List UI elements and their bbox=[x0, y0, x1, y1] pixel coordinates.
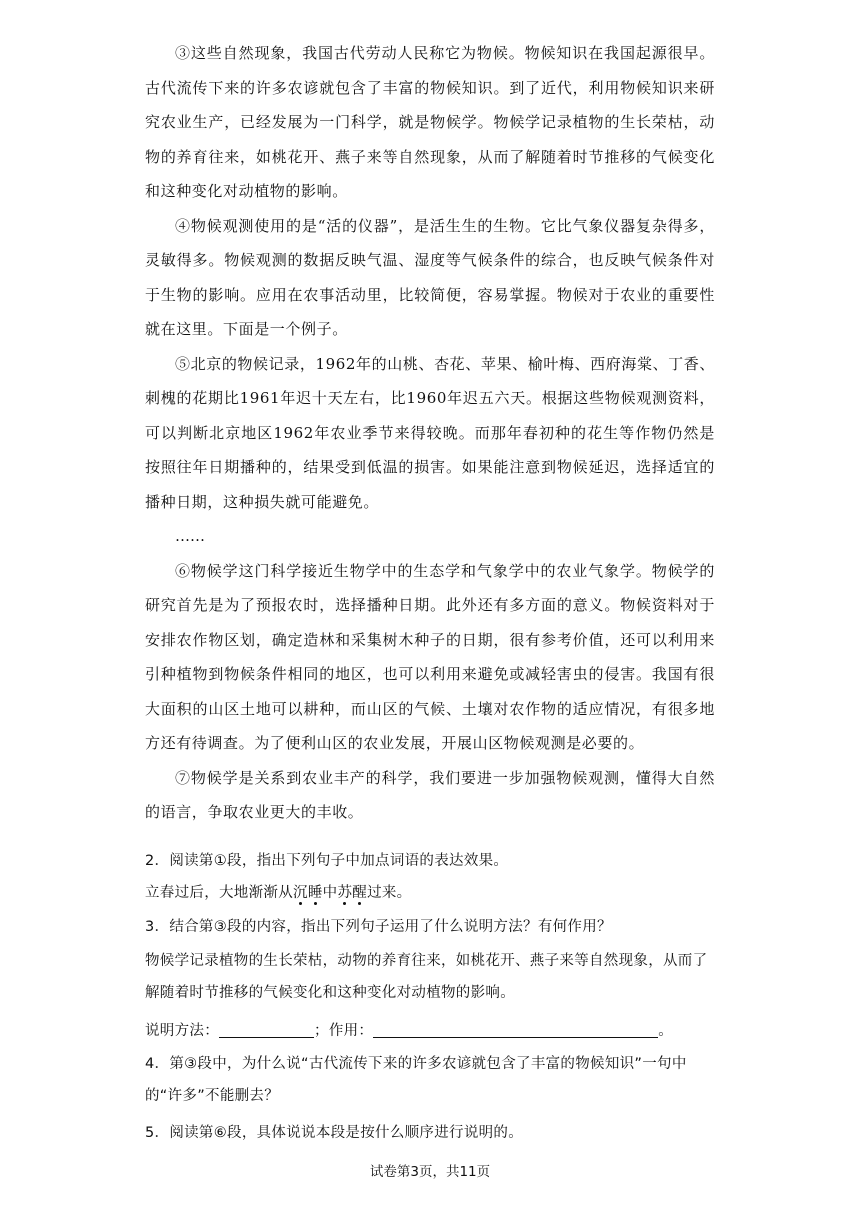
answer-separator: ； bbox=[314, 1023, 329, 1039]
dotted-char: 睡 bbox=[307, 885, 323, 901]
q2-sentence-start: 立春过后，大地渐渐从 bbox=[145, 885, 293, 901]
passage-ellipsis: …… bbox=[175, 527, 205, 545]
question-3-sentence: 物候学记录植物的生长荣枯，动物的养育往来，如桃花开、燕子来等自然现象，从而了解随着时节推移的气候变化和这种变化对动植物的影响。 bbox=[145, 953, 708, 1001]
answer-end: 。 bbox=[658, 1023, 674, 1039]
paragraph-3: ③这些自然现象，我国古代劳动人民称它为物候。物候知识在我国起源很早。古代流传下来的许多农谚就包含了丰富的物候知识。到了近代，利用物候知识来研究农业生产，已经发展为一门科学，就是物候学。物候学记录植物的生长荣枯，动物的养育往来，如桃花开、燕子来等自然现象，从而了解随着时节推移的气候变化和这种变化对动植物的影响。 bbox=[145, 44, 715, 200]
dotted-char: 苏 bbox=[337, 885, 353, 901]
page-footer: 试卷第3页，共11页 bbox=[369, 1164, 491, 1180]
method-answer-blank[interactable] bbox=[219, 1021, 314, 1038]
q2-sentence-mid: 中 bbox=[322, 885, 338, 901]
paragraph-7: ⑦物候学是关系到农业丰产的科学，我们要进一步加强物候观测，懂得大自然的语言，争取农业更大的丰收。 bbox=[145, 768, 715, 821]
question-3-answer-line bbox=[145, 1015, 720, 1047]
effect-answer-blank[interactable] bbox=[373, 1021, 658, 1038]
effect-label: 作用： bbox=[328, 1023, 374, 1039]
question-3: 3．结合第③段的内容，指出下列句子运用了什么说明方法？有何作用？ bbox=[145, 919, 612, 935]
paragraph-5: ⑤北京的物候记录，1962年的山桃、杏花、苹果、榆叶梅、西府海棠、丁香、刺槐的花期比1961年迟十天左右，比1960年迟五六天。根据这些物候观测资料，可以判断北京地区1962年农业季节来得较晚。而那年春初种的花生等作物仍然是按照往年日期播种的，结果受到低温的损害。如果能注意到物候延迟，选择适宜的播种日期，这种损失就可能避免。 bbox=[145, 354, 715, 511]
q2-sentence-end: 过来。 bbox=[367, 885, 412, 901]
reading-passage bbox=[145, 36, 715, 830]
paragraph-4: ④物候观测使用的是“活的仪器”，是活生生的生物。它比气象仪器复杂得多，灵敏得多。物候观测的数据反映气温、湿度等气候条件的综合，也反映气候条件对于生物的影响。应用在农事活动里，比较简便，容易掌握。物候对于农业的重要性就在这里。下面是一个例子。 bbox=[145, 216, 715, 338]
question-5: 5．阅读第⑥段，具体说说本段是按什么顺序进行说明的。 bbox=[145, 1125, 524, 1141]
question-4: 4．第③段中，为什么说“古代流传下来的许多农谚就包含了丰富的物候知识”一句中的“许多”不能删去？ bbox=[145, 1056, 687, 1104]
dotted-char: 醒 bbox=[352, 885, 368, 901]
question-2: 2．阅读第①段，指出下列句子中加点词语的表达效果。 bbox=[145, 853, 509, 869]
method-label: 说明方法： bbox=[145, 1023, 219, 1039]
dotted-char: 沉 bbox=[293, 885, 308, 901]
paragraph-6: ⑥物候学这门科学接近生物学中的生态学和气象学中的农业气象学。物候学的研究首先是为了预报农时，选择播种日期。此外还有多方面的意义。物候资料对于安排农作物区划，确定造林和采集树木种子的日期，很有参考价值，还可以利用来引种植物到物候条件相同的地区，也可以利用来避免或减轻害虫的侵害。我国有很大面积的山区土地可以耕种，而山区的气候、土壤对农作物的适应情况，有很多地方还有待调查。为了便利山区的农业发展，开展山区物候观测是必要的。 bbox=[145, 561, 715, 752]
question-2-sentence bbox=[145, 877, 720, 909]
